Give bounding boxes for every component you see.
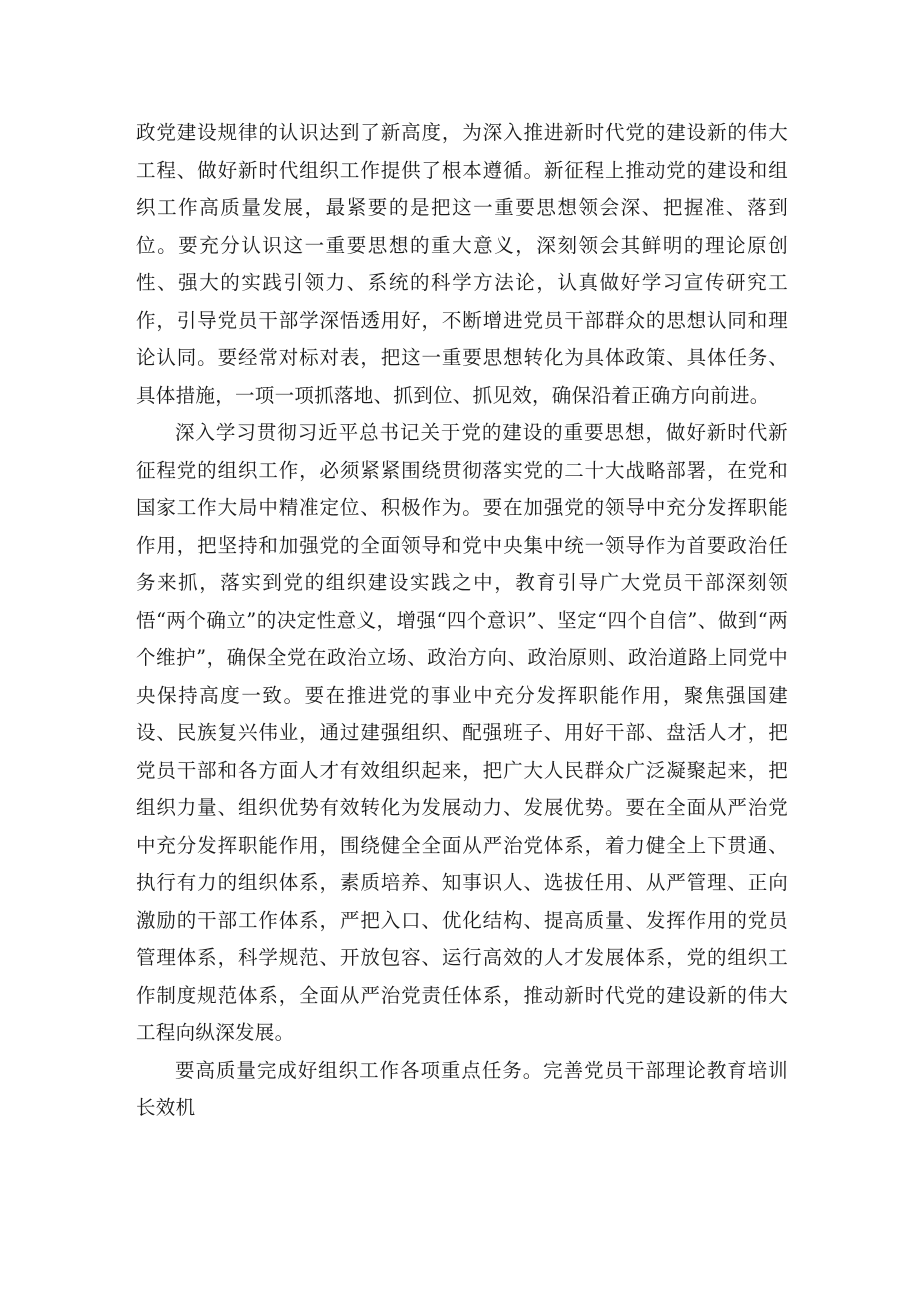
- document-body: [136, 114, 788, 1127]
- paragraph-2: 深入学习贯彻习近平总书记关于党的建设的重要思想，做好新时代新征程党的组织工作，必须紧紧围绕贯彻落实党的二十大战略部署，在党和国家工作大局中精准定位、积极作为。要在加强党的领导中充分发挥职能作用，把坚持和加强党的全面领导和党中央集中统一领导作为首要政治任务来抓，落实到党的组织建设实践之中，教育引导广大党员干部深刻领悟“两个确立”的决定性意义，增强“四个意识”、坚定“四个自信”、做到“两个维护”，确保全党在政治立场、政治方向、政治原则、政治道路上同党中央保持高度一致。要在推进党的事业中充分发挥职能作用，聚焦强国建设、民族复兴伟业，通过建强组织、配强班子、用好干部、盘活人才，把党员干部和各方面人才有效组织起来，把广大人民群众广泛凝聚起来，把组织力量、组织优势有效转化为发展动力、发展优势。要在全面从严治党中充分发挥职能作用，围绕健全全面从严治党体系，着力健全上下贯通、执行有力的组织体系，素质培养、知事识人、选拔任用、从严管理、正向激励的干部工作体系，严把入口、优化结构、提高质量、发挥作用的党员管理体系，科学规范、开放包容、运行高效的人才发展体系，党的组织工作制度规范体系，全面从严治党责任体系，推动新时代党的建设新的伟大工程向纵深发展。: [136, 421, 788, 1044]
- paragraph-1: 政党建设规律的认识达到了新高度，为深入推进新时代党的建设新的伟大工程、做好新时代组织工作提供了根本遵循。新征程上推动党的建设和组织工作高质量发展，最紧要的是把这一重要思想领会深、把握准、落到位。要充分认识这一重要思想的重大意义，深刻领会其鲜明的理论原创性、强大的实践引领力、系统的科学方法论，认真做好学习宣传研究工作，引导党员干部学深悟透用好，不断增进党员干部群众的思想认同和理论认同。要经常对标对表，把这一重要思想转化为具体政策、具体任务、具体措施，一项一项抓落地、抓到位、抓见效，确保沿着正确方向前进。: [136, 121, 788, 407]
- paragraph-3: 要高质量完成好组织工作各项重点任务。完善党员干部理论教育培训长效机: [136, 1058, 788, 1119]
